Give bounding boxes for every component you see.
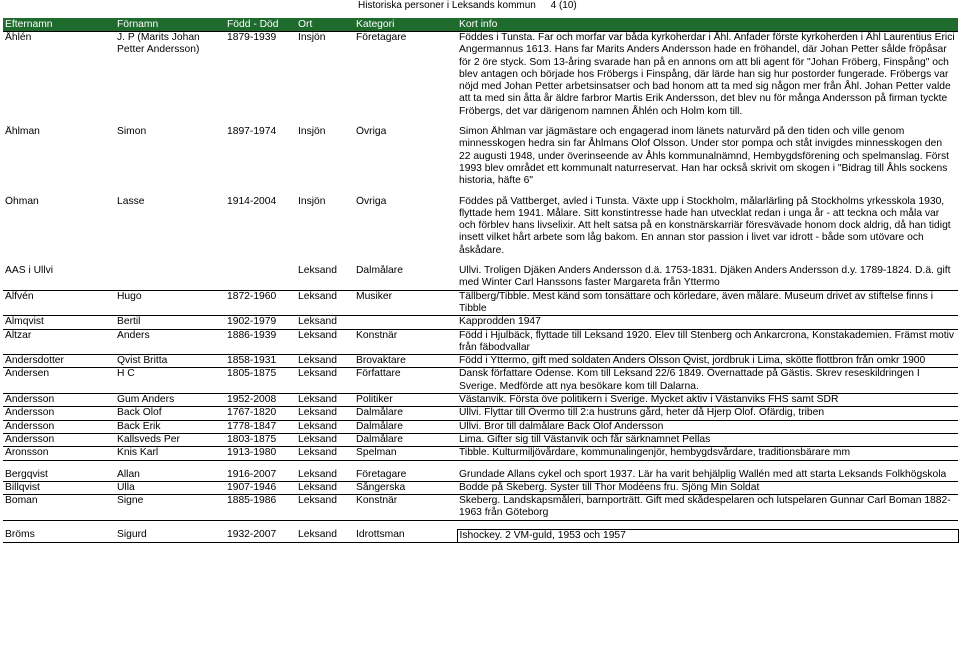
cell-fornamn: Hugo [115,290,225,316]
cell-efternamn: Billqvist [3,481,115,494]
cell-fornamn [115,265,225,290]
cell-kort-info: Skeberg. Landskapsmåleri, barnporträtt. Gift med skådespelaren och lutspelaren Gunnar Carl Boman 1882-1963 från Göteborg [457,495,958,521]
row-spacer [3,257,958,265]
cell-fodd-dod: 1879-1939 [227,32,277,43]
cell-fodd-dod: 1932-2007 [225,529,296,542]
cell-efternamn: Bergqvist [3,469,115,482]
cell-ort: Leksand [296,433,354,446]
cell-kort-info: Ishockey. 2 VM-guld, 1953 och 1957 [457,529,958,542]
cell-kategori: Idrottsman [354,529,457,542]
cell-fodd-dod: 1886-1939 [225,329,296,355]
table-row [3,368,958,394]
page-number: 4 (10) [550,0,577,11]
table-row [3,196,958,257]
cell-fodd-dod: 1902-1979 [225,316,296,329]
table-row [3,529,958,542]
cell-ort: Insjön [298,195,326,207]
cell-kategori: Dalmålare [354,420,457,433]
cell-fornamn: Lasse [117,195,145,207]
cell-efternamn: Andersson [3,433,115,446]
cell-kategori: Företagare [356,32,407,43]
cell-fodd-dod: 1907-1946 [225,481,296,494]
column-header-ort: Ort [296,18,354,32]
cell-ort: Insjön [298,32,326,43]
table-row [3,433,958,446]
cell-kategori: Musiker [354,290,457,316]
cell-fodd-dod [225,265,296,290]
cell-kategori: Sångerska [354,481,457,494]
table-row [3,447,958,460]
table-row [3,495,958,521]
cell-kategori: Dalmålare [354,407,457,420]
table-row [3,316,958,329]
cell-kategori: Konstnär [354,329,457,355]
cell-ort: Leksand [296,529,354,542]
cell-kort-info: Ullvi. Troligen Djäken Anders Andersson d.ä. 1753-1831. Djäken Anders Andersson d.y. 1789-1824. D.ä. gift med Winter Carl Hanssons faster Margareta från Yttermo [457,265,958,290]
cell-fodd-dod: 1885-1986 [225,495,296,521]
cell-ort: Leksand [296,469,354,482]
cell-kategori: Dalmålare [354,265,457,290]
cell-efternamn: Aronsson [3,447,115,460]
cell-kategori: Spelman [354,447,457,460]
table-row [3,329,958,355]
cell-kategori: Övriga [356,195,387,207]
column-header-fodd-dod: Född - Död [225,18,296,32]
cell-ort: Leksand [296,495,354,521]
cell-fornamn: Knis Karl [115,447,225,460]
cell-efternamn: Alfvén [3,290,115,316]
cell-fodd-dod: 1872-1960 [225,290,296,316]
cell-kort-info: Västanvik. Första öve politikern i Sverige. Mycket aktiv i Västanviks FHS samt SDR [457,394,958,407]
cell-efternamn: AAS i Ullvi [3,265,115,290]
cell-kategori: Företagare [354,469,457,482]
cell-fodd-dod: 1778-1847 [225,420,296,433]
cell-kort-info: Grundade Allans cykel och sport 1937. Lär ha varit behjälplig Wallén med att starta Leksands Folkhögskola [457,469,958,482]
table-row [3,126,958,187]
table-row [3,32,958,119]
cell-kategori: Politiker [354,394,457,407]
cell-kategori: Författare [354,368,457,394]
cell-fodd-dod: 1858-1931 [225,355,296,368]
cell-ort: Leksand [296,316,354,329]
column-header-kort-info: Kort info [457,18,958,32]
header-row [3,18,958,32]
cell-fodd-dod: 1897-1974 [227,126,277,138]
cell-ort: Leksand [296,329,354,355]
cell-efternamn: Andersson [3,394,115,407]
table-row [3,469,958,482]
row-spacer [3,520,958,529]
cell-efternamn: Bröms [3,529,115,542]
cell-fornamn: Signe [115,495,225,521]
cell-ort: Leksand [296,355,354,368]
row-spacer [3,460,958,469]
cell-fodd-dod: 1916-2007 [225,469,296,482]
cell-ort: Leksand [296,394,354,407]
table-row [3,355,958,368]
cell-fornamn: Sigurd [115,529,225,542]
cell-fornamn: J. P (Marits Johan Petter Andersson) [117,32,200,56]
cell-kort-info: Föddes i Tunsta. Far och morfar var båda kyrkoherdar i Åhl. Anfader förste kyrkoherden i Åhl Laurentius Erici Angermannus 1613. Hans far Marits Anders Andersson hade en fröhandel, där Johan Petter sålde fröpåsar för 2 öre styck. Som 13-åring svarade han på en annons om att bli agent för "Johan Fröberg, Finspång" och blev antagen och började hos Fröbergs i Finspång, där lärde han sig hur postorder fungerade. Fröbergs var nöjd med Johan Petter arbetsinsatser och bad honom att ta med sig någon mer från Åhl. Johan Petter valde att ta med sin åtta år äldre farbror Martis Erik Andersson, det blev nu för många Andersson på firman tyckte Fröbergs, det var därigenom namnen Åhlén och Holm kom till. [459,32,955,117]
cell-fodd-dod: 1952-2008 [225,394,296,407]
cell-fornamn: H C [115,368,225,394]
cell-efternamn: Almqvist [3,316,115,329]
cell-efternamn: Åhlén [5,32,32,43]
cell-ort: Leksand [296,265,354,290]
cell-efternamn: Öhman [5,195,39,207]
table-row [3,265,958,290]
cell-kort-info: Född i Yttermo, gift med soldaten Anders Olsson Qvist, jordbruk i Lima, skötte flottbron från omkr 1900 [457,355,958,368]
column-header-kategori: Kategori [354,18,457,32]
cell-ort: Leksand [296,290,354,316]
table-row [3,420,958,433]
cell-kort-info: Kapprodden 1947 [457,316,958,329]
cell-fornamn: Bertil [115,316,225,329]
cell-ort: Insjön [298,126,326,138]
cell-kategori [354,316,457,329]
table-row [3,481,958,494]
row-spacer [3,118,958,126]
cell-fodd-dod: 1914-2004 [227,195,277,207]
column-header-efternamn: Efternamn [3,18,115,32]
table-row [3,394,958,407]
cell-kort-info: Föddes på Vattberget, avled i Tunsta. Växte upp i Stockholm, målarlärling på Stockholms yrkesskola 1930, flyttade hem 1941. Målare. Sitt konstintresse hade han utvecklat redan i unga år - att teckna och måla var och förblev hans livselixir. Att helt satsa på en konstnärskarriär föresvävade honom dock aldrig, då han tidigt insett vilket hårt arbete som låg bakom. En annan stor passion i livet var idrott - både som utövare och åskådare. [459,195,951,256]
page-header [358,0,577,13]
cell-kort-info: Bodde på Skeberg. Syster till Thor Modéens fru. Sjöng Min Soldat [457,481,958,494]
cell-fodd-dod: 1767-1820 [225,407,296,420]
table-row [3,407,958,420]
cell-fornamn: Gum Anders [115,394,225,407]
cell-fodd-dod: 1805-1875 [225,368,296,394]
cell-kort-info: Dansk författare Odense. Kom till Leksand 22/6 1849. Övernattade på Gästis. Skrev reseskildringen I Sverige. Medförde att nya besökare kom till Dalarna. [457,368,958,394]
table-row [3,290,958,316]
page-title: Historiska personer i Leksands kommun [358,0,536,11]
cell-ort: Leksand [296,368,354,394]
cell-fornamn: Back Olof [115,407,225,420]
cell-efternamn: Åhlman [5,126,40,138]
cell-ort: Leksand [296,447,354,460]
cell-kategori: Brovaktare [354,355,457,368]
cell-fornamn: Ulla [115,481,225,494]
cell-kort-info: Ullvi. Bror till dalmålare Back Olof Andersson [457,420,958,433]
cell-ort: Leksand [296,420,354,433]
cell-fodd-dod: 1913-1980 [225,447,296,460]
cell-kategori: Dalmålare [354,433,457,446]
cell-kort-info: Lima. Gifter sig till Västanvik och får särknamnet Pellas [457,433,958,446]
cell-efternamn: Andersson [3,420,115,433]
cell-fornamn: Back Erik [115,420,225,433]
cell-ort: Leksand [296,481,354,494]
cell-kort-info: Simon Åhlman var jägmästare och engagerad inom länets naturvård på den tiden och ville genom minnesskogen hedra sin far Åhlmans Olof Olsson. Under stor pompa och ståt invigdes minnesskogen den 22 augusti 1948, under överinseende av Åhls kommunalnämnd, Hembygdsförening och spelmanslag. Först 1993 blev området ett kommunalt naturreservat. Han har också skrivit om skogen i "Bidrag till Åhls sockens historia, häfte 6" [459,126,949,187]
cell-fornamn: Allan [115,469,225,482]
cell-kort-info: Tällberg/Tibble. Mest känd som tonsättare och körledare, även målare. Museum drivet av stiftelse finns i Tibble [457,290,958,316]
cell-fornamn: Kallsveds Per [115,433,225,446]
cell-fornamn: Anders [115,329,225,355]
cell-fornamn: Simon [117,126,147,138]
cell-kategori: Övriga [356,126,387,138]
cell-fornamn: Qvist Britta [115,355,225,368]
cell-efternamn: Altzar [3,329,115,355]
row-spacer [3,188,958,196]
cell-efternamn: Andersdotter [3,355,115,368]
cell-kort-info: Ullvi. Flyttar till Övermo till 2:a hustruns gård, heter då Hjerp Olof. Ofärdig, triben [457,407,958,420]
cell-fodd-dod: 1803-1875 [225,433,296,446]
cell-efternamn: Andersson [3,407,115,420]
cell-kort-info: Född i Hjulbäck, flyttade till Leksand 1920. Elev till Stenberg och Ankarcrona, Konstakademien. Främst motiv från fäbodvallar [457,329,958,355]
cell-ort: Leksand [296,407,354,420]
cell-kort-info: Tibble. Kulturmiljövårdare, kommunalingenjör, hembygdsvårdare, traditionsbärare mm [457,447,958,460]
cell-efternamn: Andersen [3,368,115,394]
cell-efternamn: Boman [3,495,115,521]
column-header-fornamn: Förnamn [115,18,225,32]
person-register-table [3,18,959,543]
cell-kategori: Konstnär [354,495,457,521]
